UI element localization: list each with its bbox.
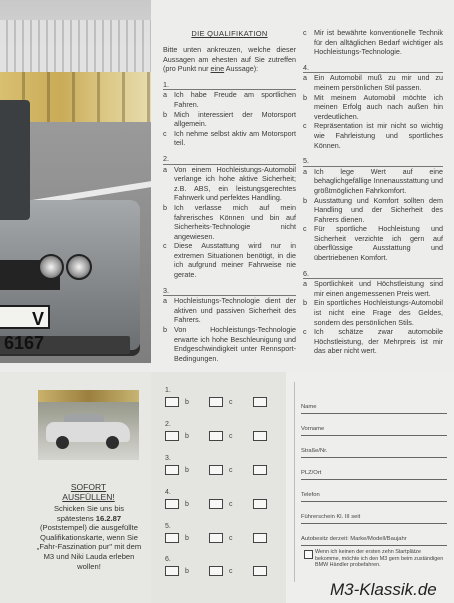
answer-checkbox-c[interactable] <box>253 499 267 509</box>
answer-row: 6. b c <box>165 555 283 578</box>
answer-grid <box>151 372 286 603</box>
card-headline-line1: SOFORT <box>70 482 107 492</box>
contact-form <box>286 372 454 603</box>
test-drive-checkbox[interactable] <box>304 550 313 559</box>
question-option: c Mir ist bewährte konventionelle Technik für den alltäglichen Bedarf wichtiger als Hochleistungs-Technologie. <box>303 28 443 57</box>
question-option: c Repräsentation ist mir nicht so wichtig wie Fahrleistung und sportliches Können. <box>303 121 443 150</box>
question-option: a Sportlichkeit und Höchstleistung sind mir einen angemessenen Preis wert. <box>303 279 443 298</box>
answer-checkbox-b[interactable] <box>209 431 223 441</box>
card-headline <box>38 482 139 502</box>
quiz-column-right <box>303 30 443 356</box>
quiz-intro: Bitte unten ankreuzen, welche dieser Aussagen am ehesten auf Sie zutreffen (pro Punkt nur eine Aussage): <box>163 45 296 74</box>
question-number: 2. <box>163 154 296 165</box>
name-field[interactable]: Name <box>301 403 447 414</box>
question-number: 3. <box>163 286 296 297</box>
card-photo-background <box>38 390 139 402</box>
question-option: b Von Hochleistungs-Technologie erwarte ich hohe Beschleunigung und Endgeschwindigkeit unter Rennsport-Bedingungen. <box>163 325 296 363</box>
answer-row: 5. b c <box>165 522 283 545</box>
first-name-field[interactable]: Vorname <box>301 425 447 436</box>
postal-city-field[interactable]: PLZ/Ort <box>301 469 447 480</box>
question-number: 4. <box>303 63 443 74</box>
quiz-column-left <box>163 27 296 363</box>
answer-checkbox-c[interactable] <box>253 566 267 576</box>
answer-row: 1. b c <box>165 386 283 409</box>
answer-row: 2. b c <box>165 420 283 443</box>
answer-checkbox-a[interactable] <box>165 431 179 441</box>
license-plate: V 6167 <box>0 305 50 329</box>
answer-checkbox-a[interactable] <box>165 397 179 407</box>
qualification-card <box>0 372 454 603</box>
questionnaire <box>151 0 454 372</box>
question-option: b Ich verlasse mich auf mein fahrerisches Können und bin auf Sicherheits-Technologie nicht angewiesen. <box>163 202 296 241</box>
answer-row: 4. b c <box>165 488 283 511</box>
test-drive-note: Wenn ich keinen der ersten zehn Startplätze bekomme, möchte ich den M3 gern beim zuständigen BMW Händler probefahren. <box>315 549 444 569</box>
answer-number: 5. <box>165 523 171 530</box>
question-option: b Mit meinem Automobil möchte ich meinen Erfolg auch nach außen hin verdeutlichen. <box>303 92 443 121</box>
watermark: M3-Klassik.de <box>330 580 437 599</box>
question-option: c Diese Ausstattung wird nur in extremen Situationen benötigt, in die ich aufgrund meiner Fahrweise nie gerate. <box>163 241 296 280</box>
question-option: b Mich interessiert der Motorsport allgemein. <box>163 109 296 129</box>
car-ownership-field[interactable]: Autobesitz derzeit: Marke/Modell/Baujahr <box>301 535 447 546</box>
answer-checkbox-a[interactable] <box>165 499 179 509</box>
card-promo <box>0 372 151 603</box>
card-text: Schicken Sie uns bis spätestens 16.2.87 (Poststempel) die ausgefüllte Qualifikationskarte, wenn Sie „Fahr-Faszination pur" mit dem M3 und Niki Lauda erleben wollen! <box>36 504 142 571</box>
question-option: a Ich lege Wert auf eine behaglichgefällige Innenausstattung und größtmöglichen Fahrkomfort. <box>303 166 443 195</box>
answer-checkbox-c[interactable] <box>253 431 267 441</box>
question-number: 1. <box>163 80 296 91</box>
car-window <box>0 100 30 220</box>
answer-number: 6. <box>165 556 171 563</box>
answer-checkbox-c[interactable] <box>253 465 267 475</box>
street-field[interactable]: Straße/Nr. <box>301 447 447 458</box>
answer-checkbox-c[interactable] <box>253 533 267 543</box>
card-headline-line2: AUSFÜLLEN! <box>62 492 115 502</box>
question-option: b Ausstattung und Komfort sollten dem Handling und der Sicherheit des Fahrers dienen. <box>303 195 443 224</box>
answer-checkbox-b[interactable] <box>209 566 223 576</box>
license-field[interactable]: Führerschein Kl. III seit <box>301 513 447 524</box>
answer-number: 4. <box>165 489 171 496</box>
answer-checkbox-b[interactable] <box>209 397 223 407</box>
answer-number: 2. <box>165 421 171 428</box>
answer-checkbox-c[interactable] <box>253 397 267 407</box>
phone-field[interactable]: Telefon <box>301 491 447 502</box>
answer-checkbox-b[interactable] <box>209 533 223 543</box>
car-photo <box>0 0 151 363</box>
question-number: 5. <box>303 156 443 167</box>
question-option: c Ich schätze zwar automobile Höchstleistung, der Mehrpreis ist mir das aber nicht wert. <box>303 327 443 356</box>
answer-checkbox-b[interactable] <box>209 499 223 509</box>
card-car-wheel <box>56 436 69 449</box>
answer-row: 3. b c <box>165 454 283 477</box>
question-option: a Hochleistungs-Technologie dient der aktiven und passiven Sicherheit des Fahrers. <box>163 296 296 325</box>
answer-checkbox-b[interactable] <box>209 465 223 475</box>
card-car-wheel <box>106 436 119 449</box>
question-option: a Von einem Hochleistungs-Automobil verlange ich hohe aktive Sicherheit; z.B. ABS, ein leistungsgerechtes Fahrwerk und perfektes Handling. <box>163 164 296 203</box>
headlight-left <box>38 254 64 280</box>
question-number: 6. <box>303 269 443 280</box>
question-option: a Ich habe Freude am sportlichen Fahren. <box>163 90 296 109</box>
grandstand <box>0 20 151 72</box>
answer-checkbox-a[interactable] <box>165 465 179 475</box>
headlight-right <box>66 254 92 280</box>
card-car-photo <box>38 390 139 460</box>
form-divider <box>294 382 295 582</box>
answer-number: 1. <box>165 387 171 394</box>
answer-checkbox-a[interactable] <box>165 533 179 543</box>
question-option: c Ich nehme selbst aktiv am Motorsport teil. <box>163 128 296 148</box>
question-option: b Ein sportliches Hochleistungs-Automobil ist nicht eine Frage des Geldes, sondern des persönlichen Stils. <box>303 298 443 327</box>
answer-number: 3. <box>165 455 171 462</box>
answer-checkbox-a[interactable] <box>165 566 179 576</box>
question-option: a Ein Automobil muß zu mir und zu meinem persönlichen Stil passen. <box>303 73 443 92</box>
question-option: c Für sportliche Hochleistung und Sicherheit verzichte ich gern auf überflüssige Ausstattung und übertriebenen Komfort. <box>303 224 443 263</box>
quiz-title: DIE QUALIFIKATION <box>191 29 268 38</box>
